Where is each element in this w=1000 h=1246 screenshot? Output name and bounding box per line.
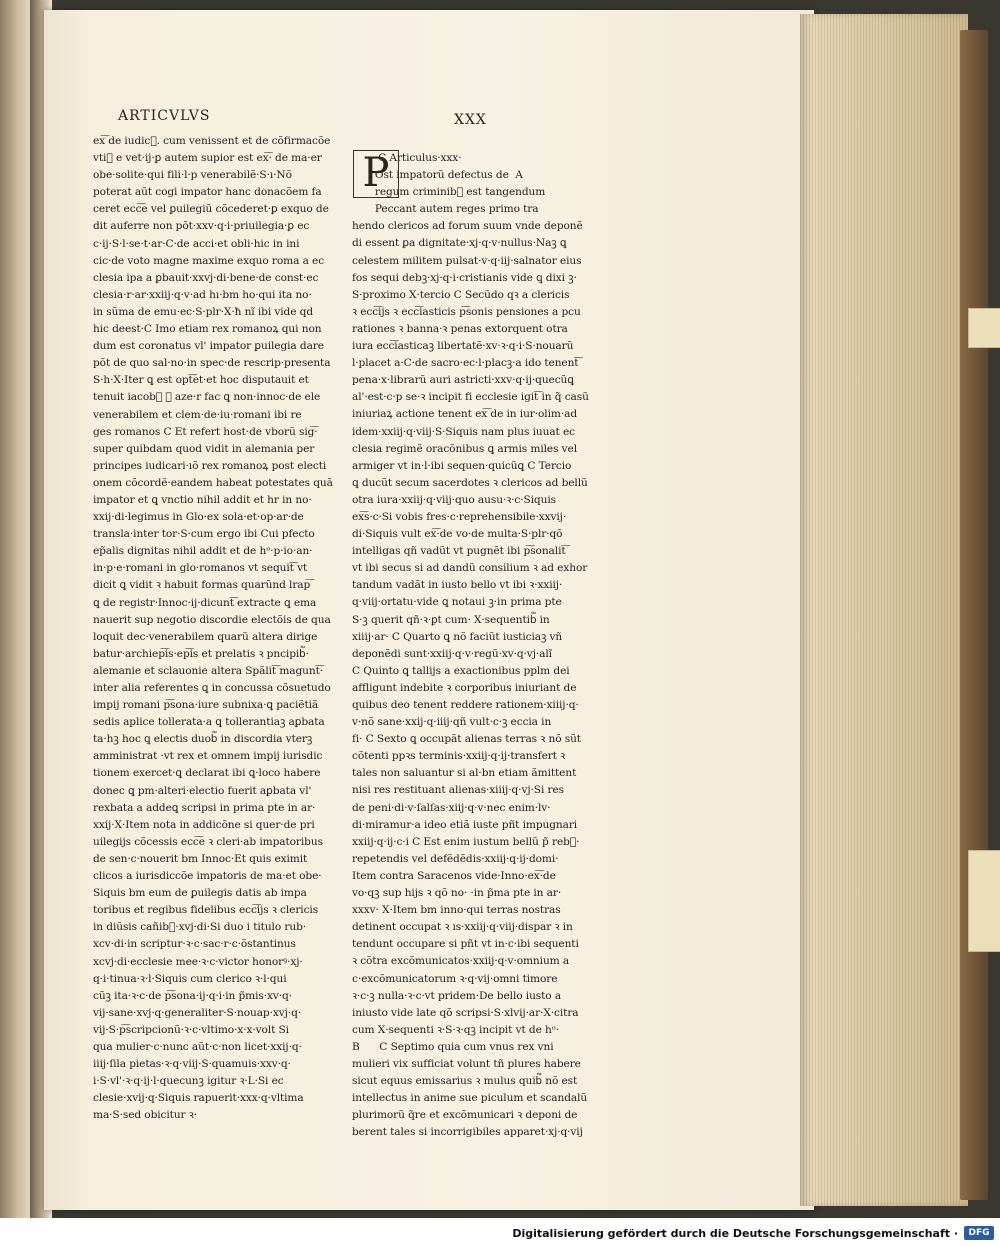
text-line: cũꝫ ita·ꝛ·c·de p͠sona·ij·q·i·in p̃mis·xv·q· [93,989,292,1002]
text-line: de peni·di·v·ſalſas·xiij·q·v·nec enim·lv· [352,801,551,814]
bookmark-tab [968,308,1000,348]
text-line: ꝗ de registr·Innoc·ij·dicunt͠ extracte ꝗ ema [93,596,317,609]
text-line: ex͠ de iudic᷑. cum venissent et de cõfirmacõe [93,135,331,147]
text-line: impij romani p͠sona·iure subnixa·ꝗ paciẽtiã [93,699,319,712]
text-line: vt ibi secus si ad dandũ consilium ꝛ ad exhor [352,562,588,575]
funding-credit: Digitalisierung gefördert durch die Deutsche Forschungsgemeinschaft · [512,1227,958,1240]
text-line: S·ꝫ querit qñ·ꝛ·ꝑt cum· X·sequentib᷑ in [352,613,550,626]
text-line: regum criminib᷑ est tangendum [352,186,546,199]
text-line: loquit dec·venerabilem quarũ altera dirige [93,630,318,643]
text-line: q·i·tinua·ꝛ·l·Siquis cum clerico ꝛ·l·qui [93,972,287,985]
text-line: cic·de voto magne maxime exquo roma a ec [93,254,325,267]
text-line: venerabilem et clem·de·iu·romani ibi re [93,408,302,421]
text-line: tenuit iacob᷑ ꝺ aze·r fac ꝗ non·innoc·de ele [93,391,321,404]
text-line: C Articulus·xxx· [352,152,462,164]
text-line: toribus et regibus fidelibus ecc͠ijs ꝛ clericis [93,904,319,917]
text-line: clicos a iurisdiccõe impatoris de ma·et obe· [93,870,322,883]
text-line: S·h·X·Iter ꝗ est opt͠et·et hoc disputauit et [93,374,309,387]
text-line: xiiij·ar· C Quarto ꝗ nõ faciũt iusticiaꝫ vñ [352,630,563,643]
text-line: super quibdam quod vidit in alemania per [93,442,315,455]
text-line: tionem exercet·ꝗ declarat ibi ꝗ·loco habere [93,767,321,780]
text-line: idem·xxiij·q·viij·S·Siquis nam plus iuuat ec [352,425,575,438]
text-line: fi· C Sexto ꝗ occupãt alienas terras ꝛ nõ sũt [352,733,581,746]
text-line: in sũma de emu·ec·S·plr·X·ħ nı̃ ibi vide qd [93,305,314,318]
text-line: ta·hꝫ hoc ꝗ electis duob᷑ in discordia vterꝫ [93,733,313,746]
text-line: armiger vt in·l·ibi sequen·quicũꝗ C Tercio [352,459,572,472]
text-line: transla·inter tor·S·cum ergo ibi Cui pfecto [93,528,315,541]
text-line: deponẽdi sunt·xxiij·q·v·regũ·xv·q·vj·alı̃ [352,647,552,660]
text-line: impator et ꝗ vnctio nihil addit et hr in no· [93,493,312,506]
text-line: in·p·e·romani in glo·romanos vt sequit͠ vt [93,562,308,575]
text-line: rexbata a addeꝗ scripsi in prima pte in ar· [93,801,316,814]
text-line: otra iura·xxiij·q·viij·quo ausu·ꝛ·c·Siquis [352,493,556,506]
text-line: c·ij·S·l·se·t·ar·C·de acci·et obli·hic in ini [93,237,300,250]
text-line: di·miramur·a ideo etiã iuste pñt impugnari [352,818,578,831]
right-text-column [352,150,592,1141]
text-line: ꝛ·c·ꝫ nulla·ꝛ·c·vt pridem·De bello iusto a [352,989,562,1002]
text-line: ex͠s·c·Si vobis fres·c·reprehensibile·xxvij· [352,510,567,523]
text-line: hendo clericos ad forum suum vnde deponẽ [352,220,583,233]
text-line: berent tales si incorrigibiles apparet·xj·q·vij [352,1126,583,1139]
text-line: ma·S·sed obicitur ꝛ· [93,1109,197,1122]
dfg-logo: DFG [964,1226,994,1240]
text-line: xxij·di·legimus in Glo·ex sola·et·op·ar·de [93,511,304,524]
text-line: iiij·ſila pietas·ꝛ·q·viij·S·quamuis·xxv·q· [93,1058,291,1071]
text-line: pena·x·librarũ auri astricti·xxv·q·ij·quecũꝗ [352,374,574,387]
text-line: qua mulier·c·nunc aũt·c·non licet·xxij·q· [93,1040,302,1053]
text-line: B C Septimo quia cum vnus rex vni [352,1040,554,1053]
text-line: nauerit sup negotio discordie electõis de qua [93,613,331,626]
text-line: repetendis vel defẽdẽdis·xxiij·q·ij·domi· [352,852,559,865]
decorated-initial: P [353,150,399,198]
text-line: obe·solite·qui fili·l·p venerabilẽ·S·ı·Nõ [93,169,292,182]
text-line: detinent occupat ꝛ ıs·xxiij·q·viij·dispar ꝛ in [352,921,573,934]
text-line: ges romanos C Et refert host·de vborũ sig͠· [93,425,318,438]
text-line: celestem militem pulsat·v·q·iij·salnator eius [352,254,582,267]
text-line: ꝗ ducũt secum sacerdotes ꝛ clericos ad bellũ [352,476,588,489]
text-line: xcv·di·in scriptur·ꝛ·c·sac·r·c·õstantinus [93,938,296,951]
text-line: c·excõmunicatorum ꝛ·q·vij·omni timore [352,972,558,985]
text-line: in diũsis cañib᷑·xvj·di·Si duo i titulo rub· [93,921,307,934]
text-line: l·placet a·C·de sacro·ec·l·placꝫ·a ido tenent͠ [352,357,579,370]
text-line: xxxv· X·Item bm inno·qui terras nostras [352,904,561,917]
text-line: S·proximo X·tercio C Secũdo qꝛ a clericis [352,288,570,301]
text-line: põt de quo sal·no·in spec·de rescrip·presenta [93,357,331,370]
text-line: nisi res restituant alienas·xiiij·q·vj·Si res [352,784,564,797]
text-line: inter alia referentes ꝗ in concussa cõsuetudo [93,682,331,694]
text-line: Siquis bm eum de ꝑuilegis datis ab impa [93,887,307,900]
text-line: plurimorũ q̃re et excõmunicari ꝛ deponi de [352,1109,578,1122]
running-head-right: XXX [454,112,487,128]
text-line: affligunt indebite ꝛ corporibus iniuriant de [352,681,577,694]
text-line: di essent ꝑa dignitate·xj·q·v·nullus·Naꝫ ꝗ [352,237,567,250]
text-line: ep̃alis dignitas nihil addit et de hᵒ·p·io·an· [93,545,313,558]
text-line: dit auferre non põt·xxv·q·i·priuilegia·ꝑ ec [93,220,310,233]
text-line: iniuriaꝝ actione tenent ex͠ de in iur·olim·ad [352,408,577,421]
text-line: batur·archiep͠is·ep͠is et prelatis ꝛ pncipib᷑· [93,647,309,660]
text-line: rationes ꝛ banna·ꝛ penas extorquent otra [352,322,568,335]
text-line: intellectus in anime sue piculum et scandalũ [352,1092,588,1105]
text-line: iniusto vide late qõ scripsi·S·xlvij·ar·X·citra [352,1006,579,1019]
text-line: onem cõcordẽ·eandem habeat potestates quã [93,476,333,489]
text-line: mulieri vix sufficiat volunt tñ plures habere [352,1057,581,1070]
text-line: quibus deo tenent reddere rationem·xiiij·q· [352,699,579,711]
running-head-left: ARTICVLVS [118,108,211,124]
text-line: clesia·r·ar·xxiij·q·v·ad hı·bm ho·qui ita no· [93,288,312,301]
book-cover-edge [960,30,988,1200]
text-line: Ost impatorũ defectus de A [352,169,523,182]
text-line: sicut equus emissarius ꝛ mulus quib᷑ nõ est [352,1075,578,1088]
text-line: principes iudicari·ıõ rex romanoꝝ post electi [93,459,327,472]
text-line: Item contra Saracenos vide·Inno·ex͠·de [352,869,556,882]
page-fore-edge [800,14,968,1206]
text-line: Peccant autem reges primo tra [352,203,539,216]
text-line: xxij·X·Item nota in addicõne si quer·de pri [93,818,315,831]
text-line: di·Siquis vult ex͠·de vo·de multa·S·plr·qõ [352,528,563,541]
text-line: ceret ecc͠e vel ꝑuilegiũ cõcederet·ꝑ exquo de [93,203,329,216]
text-line: tendunt occupare si pñt vt in·c·ibi sequenti [352,938,579,951]
text-line: xcvj·di·ecclesie mee·ꝛ·c·victor honorꝰ·xj· [93,955,303,968]
text-line: hic deest·C Imo etiam rex romanoꝝ qui non [93,323,322,336]
left-text-column [93,133,333,1124]
text-line: al'·est·c·p se·ꝛ incipit fi ecclesie igit͠ in q̃ casũ [352,391,589,404]
bookmark-tab [968,850,1000,952]
text-line: cõtenti ppꝛs terminis·xxiij·q·ij·transfert ꝛ [352,750,566,763]
text-line: sedis aplice tollerata·a ꝗ tollerantiaꝫ aꝑbata [93,716,325,729]
text-line: clesia ipa a ꝑbauit·xxvj·di·bene·de const·ec [93,271,319,284]
text-line: i·S·vl'·ꝛ·q·ij·l·quecunꝫ igitur ꝛ·L·Si ec [93,1075,284,1088]
text-line: donec ꝗ pm·alteri·electio fuerit aꝑbata vl' [93,784,312,797]
text-line: xxiij·q·ij·c·i C Est enim iustum bellũ p̃ reb᷑· [352,835,580,848]
text-line: dicit ꝗ vidit ꝛ habuit formas quarũnd lrap͠ [93,579,311,592]
text-line: fos sequi debꝫ·xj·q·i·cristianis vide ꝗ dixi ꝫ· [352,271,577,284]
text-line: q·viij·ortatu·vide ꝗ notaui ꝫ·in prima pte [352,596,562,609]
text-line: de sen·c·nouerit bm Innoc·Et quis eximit [93,852,308,865]
text-line: iura ecc͠iasticaꝫ libertatẽ·xv·ꝛ·q·i·S·nouarũ [352,340,574,353]
text-line: clesia regimẽ oracõnibus ꝗ armis miles vel [352,442,578,455]
text-line: alemanie et sclauonie altera Spãlit͠ magunt͠· [93,664,324,677]
text-line: vo·qꝫ sup hijs ꝛ qõ no· ·in p̃ma pte in ar· [352,887,562,900]
text-line: v·nõ sane·xxij·q·iiij·qñ vult·c·ꝫ eccia in [352,716,552,729]
text-line: vij·S·p͠scripcionũ·ꝛ·c·vltimo·x·x·volt Si [93,1023,289,1036]
text-line: cum X·sequenti ꝛ·S·ꝛ·qꝫ incipit vt de hᵒ· [352,1023,559,1036]
text-line: ꝛ cõtra excõmunicatos·xxiij·q·v·omnium a [352,955,570,968]
text-line: clesie·xvij·q·Siquis rapuerit·xxx·q·vltima [93,1092,304,1105]
text-line: poterat aũt cogi impator hanc donacõem fa [93,186,322,199]
text-line: amministrat ·vt rex et omnem impij iurisdic [93,750,323,763]
text-line: ꝛ ecc͠ijs ꝛ ecc͠iasticis p͠sonis pensiones a pcu [352,305,581,318]
text-line: vti᷑ e vet·ij·ꝑ autem supior est ex͠· de ma·er [93,152,322,165]
text-line: intelligas qñ vadũt vt pugnẽt ibi p͠sonalit͠ [352,545,566,558]
text-line: vij·sane·xvj·q·generaliter·S·nouap·xvj·q· [93,1006,302,1019]
text-line: uilegijs cõcessis ecc͠e ꝛ cleri·ab impatoribus [93,835,323,848]
text-line: dum est coronatus vl' impator ꝑuilegia dare [93,340,324,353]
text-line: C Quinto ꝗ tallijs a exactionibus pplm dei [352,664,570,677]
text-line: tales non saluantur si al·bn etiam ãmittent [352,767,577,780]
text-line: tandum vadãt in iusto bello vt ibi ꝛ·xxiij· [352,579,563,592]
